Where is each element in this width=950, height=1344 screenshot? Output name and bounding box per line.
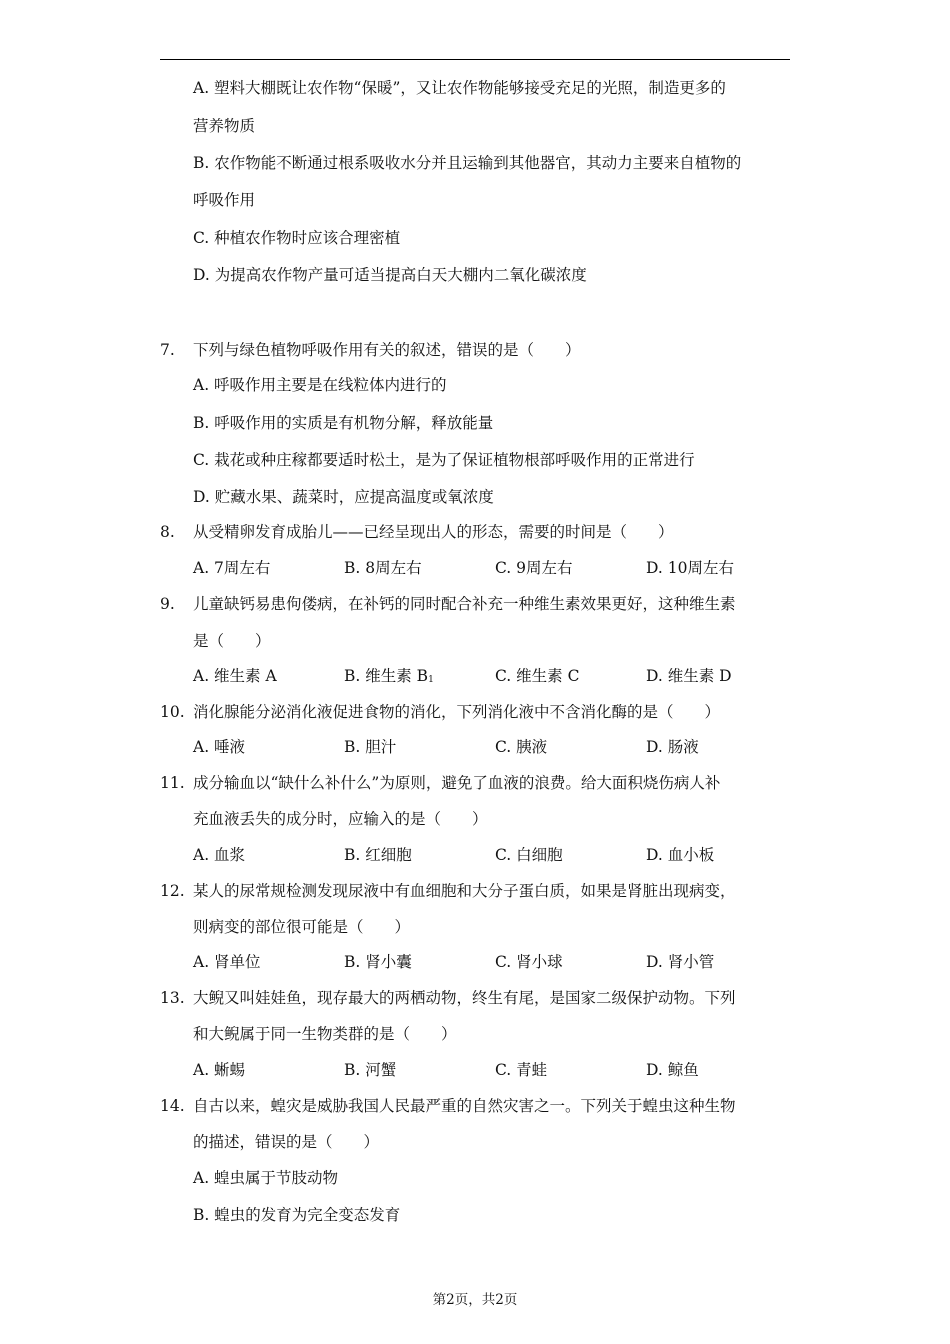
q9-option-a: A. 维生素 A xyxy=(193,667,277,685)
q10-option-a: A. 唾液 xyxy=(193,738,246,756)
q12-stem-line2: 则病变的部位很可能是（ ） xyxy=(193,918,411,936)
q11-option-c: C. 白细胞 xyxy=(495,846,563,864)
q9-stem-line2: 是（ ） xyxy=(193,632,271,650)
q9-stem-line1: 儿童缺钙易患佝偻病，在补钙的同时配合补充一种维生素效果更好，这种维生素 xyxy=(193,595,736,613)
q8-option-c: C. 9周左右 xyxy=(495,559,573,577)
q12-option-a: A. 肾单位 xyxy=(193,953,261,971)
q6-option-b-line1: B. 农作物能不断通过根系吸收水分并且运输到其他器官，其动力主要来自植物的 xyxy=(193,154,742,172)
page-footer: 第2页，共2页 xyxy=(432,1292,518,1308)
q7-option-c: C. 栽花或种庄稼都要适时松土，是为了保证植物根部呼吸作用的正常进行 xyxy=(193,451,695,469)
q11-stem-line1: 成分输血以“缺什么补什么”为原则，避免了血液的浪费。给大面积烧伤病人补 xyxy=(193,774,721,792)
q7-number: 7. xyxy=(160,341,175,359)
q6-option-b-line2: 呼吸作用 xyxy=(193,191,256,209)
q14-option-b: B. 蝗虫的发育为完全变态发育 xyxy=(193,1206,401,1224)
q11-stem-line2: 充血液丢失的成分时，应输入的是（ ） xyxy=(193,810,488,828)
q10-option-b: B. 胆汁 xyxy=(344,738,397,756)
q9-option-b-subscript: 1 xyxy=(428,675,434,685)
q11-option-a: A. 血浆 xyxy=(193,846,246,864)
q8-stem: 从受精卵发育成胎儿——已经呈现出人的形态，需要的时间是（ ） xyxy=(193,523,674,541)
q7-option-a: A. 呼吸作用主要是在线粒体内进行的 xyxy=(193,376,447,394)
q13-option-a: A. 蜥蜴 xyxy=(193,1061,246,1079)
q8-number: 8. xyxy=(160,523,175,541)
q12-option-c: C. 肾小球 xyxy=(495,953,563,971)
q13-stem-line2: 和大鲵属于同一生物类群的是（ ） xyxy=(193,1025,457,1043)
header-rule xyxy=(160,59,790,60)
q13-number: 13. xyxy=(160,989,185,1007)
q11-number: 11. xyxy=(160,774,185,792)
q9-option-d: D. 维生素 D xyxy=(646,667,732,685)
q6-option-d: D. 为提高农作物产量可适当提高白天大棚内二氧化碳浓度 xyxy=(193,266,587,284)
q10-option-c: C. 胰液 xyxy=(495,738,548,756)
q14-stem-line1: 自古以来，蝗灾是威胁我国人民最严重的自然灾害之一。下列关于蝗虫这种生物 xyxy=(193,1097,736,1115)
q12-option-d: D. 肾小管 xyxy=(646,953,715,971)
q6-option-c: C. 种植农作物时应该合理密植 xyxy=(193,229,401,247)
q14-stem-line2: 的描述，错误的是（ ） xyxy=(193,1133,380,1151)
q11-option-b: B. 红细胞 xyxy=(344,846,412,864)
q10-option-d: D. 肠液 xyxy=(646,738,699,756)
q6-option-a-line1: A. 塑料大棚既让农作物“保暖”，又让农作物能够接受充足的光照，制造更多的 xyxy=(193,79,726,97)
q13-option-c: C. 青蛙 xyxy=(495,1061,548,1079)
q13-stem-line1: 大鲵又叫娃娃鱼，现存最大的两栖动物，终生有尾，是国家二级保护动物。下列 xyxy=(193,989,736,1007)
q12-stem-line1: 某人的尿常规检测发现尿液中有血细胞和大分子蛋白质，如果是肾脏出现病变， xyxy=(193,882,736,900)
q8-option-a: A. 7周左右 xyxy=(193,559,271,577)
q10-number: 10. xyxy=(160,703,185,721)
q7-stem: 下列与绿色植物呼吸作用有关的叙述，错误的是（ ） xyxy=(193,341,581,359)
q13-option-d: D. 鲸鱼 xyxy=(646,1061,699,1079)
q8-option-b: B. 8周左右 xyxy=(344,559,422,577)
q14-number: 14. xyxy=(160,1097,185,1115)
q9-option-b xyxy=(344,666,434,690)
q7-option-d: D. 贮藏水果、蔬菜时，应提高温度或氧浓度 xyxy=(193,488,494,506)
q12-number: 12. xyxy=(160,882,185,900)
q11-option-d: D. 血小板 xyxy=(646,846,715,864)
q13-option-b: B. 河蟹 xyxy=(344,1061,397,1079)
q7-option-b: B. 呼吸作用的实质是有机物分解，释放能量 xyxy=(193,414,494,432)
q14-option-a: A. 蝗虫属于节肢动物 xyxy=(193,1169,339,1187)
q10-stem: 消化腺能分泌消化液促进食物的消化，下列消化液中不含消化酶的是（ ） xyxy=(193,703,721,721)
q6-option-a-line2: 营养物质 xyxy=(193,117,256,135)
q9-option-c: C. 维生素 C xyxy=(495,667,580,685)
q12-option-b: B. 肾小囊 xyxy=(344,953,412,971)
q8-option-d: D. 10周左右 xyxy=(646,559,734,577)
q9-option-b-text: B. 维生素 B xyxy=(344,667,429,685)
q9-number: 9. xyxy=(160,595,175,613)
